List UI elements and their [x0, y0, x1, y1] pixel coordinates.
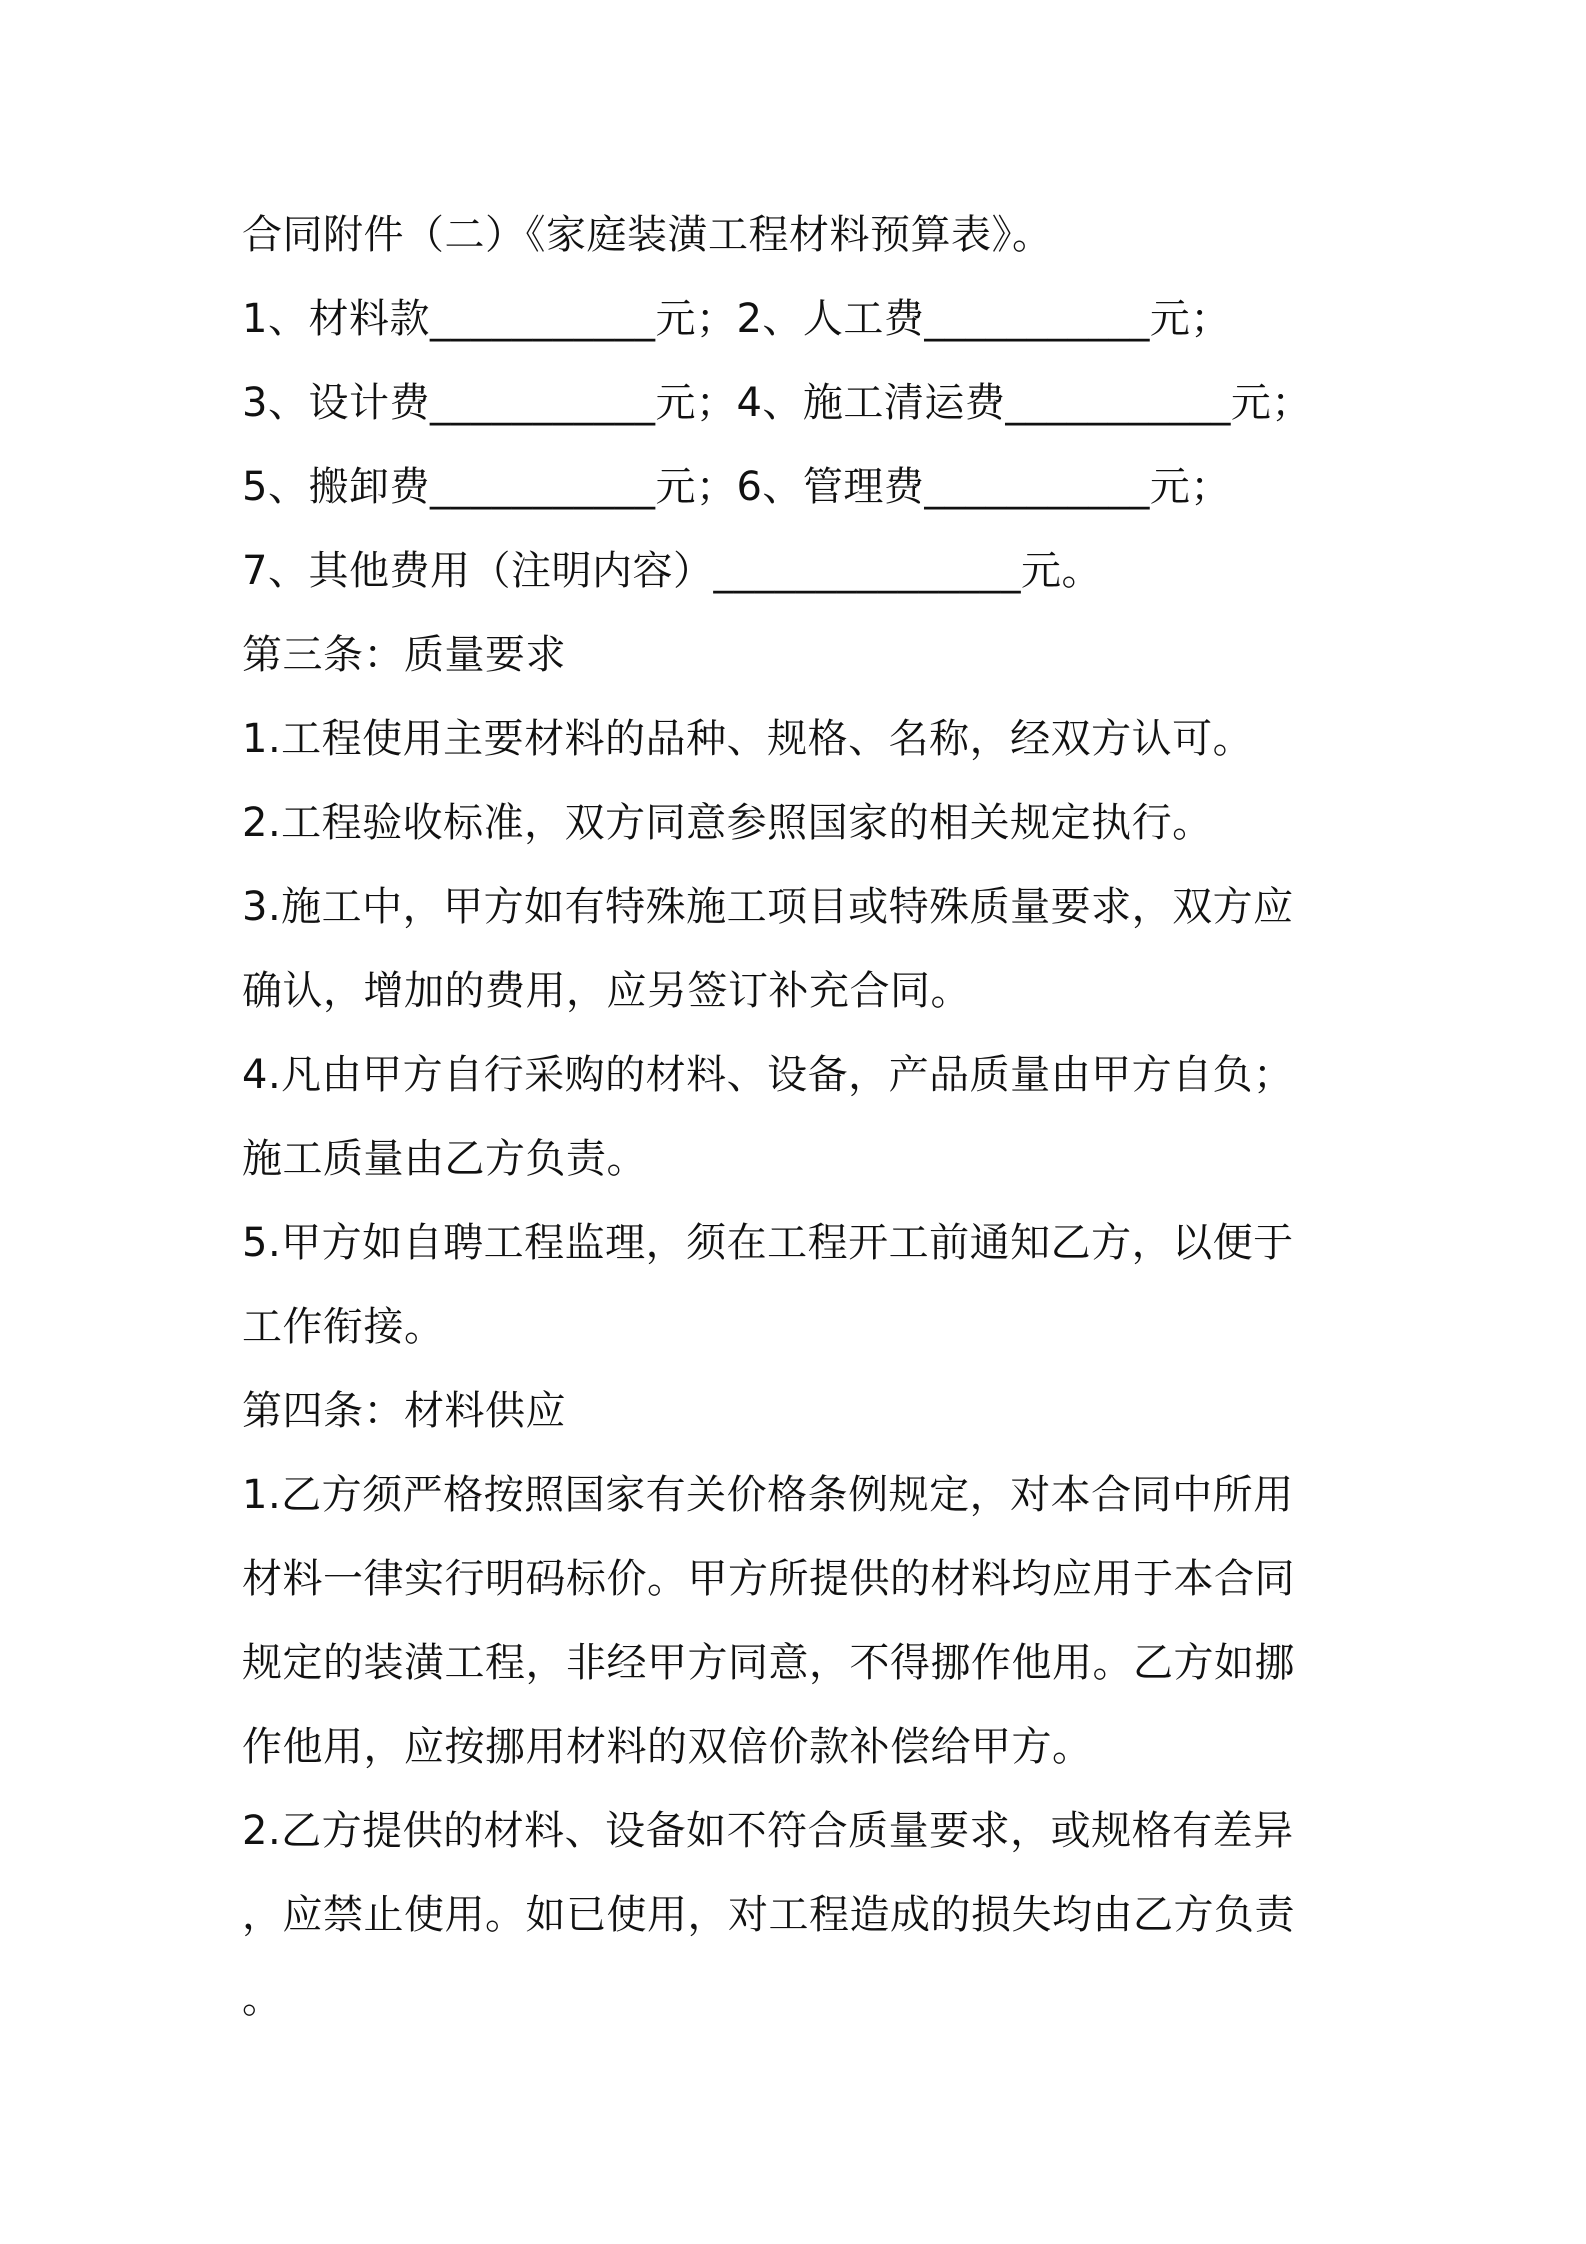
article-3-item-3-cont: 确认，增加的费用，应另签订补充合同。 [242, 968, 971, 1014]
attachment-title-line: 合同附件（二）《家庭装潢工程材料预算表》。 [242, 212, 1053, 258]
article-3-item-5: 5.甲方如自聘工程监理，须在工程开工前通知乙方，以便于 [242, 1220, 1294, 1266]
article-4-item-1-cont-3: 作他用，应按挪用材料的双倍价款补偿给甲方。 [242, 1724, 1093, 1770]
article-3-item-1: 1.工程使用主要材料的品种、规格、名称，经双方认可。 [242, 716, 1254, 762]
article-3-item-2: 2.工程验收标准，双方同意参照国家的相关规定执行。 [242, 800, 1213, 846]
article-3-item-4-cont: 施工质量由乙方负责。 [242, 1136, 647, 1182]
article-3-item-5-cont: 工作衔接。 [242, 1304, 445, 1350]
article-4-heading: 第四条：材料供应 [242, 1388, 566, 1434]
cost-line-1: 1、材料款___________元；2、人工费___________元； [242, 296, 1231, 342]
article-4-item-2-cont-2: 。 [242, 1976, 283, 2022]
article-4-item-2-cont-1: ，应禁止使用。如已使用，对工程造成的损失均由乙方负责 [242, 1892, 1295, 1938]
article-3-item-4: 4.凡由甲方自行采购的材料、设备，产品质量由甲方自负； [242, 1052, 1294, 1098]
article-3-heading: 第三条：质量要求 [242, 632, 566, 678]
article-4-item-2: 2.乙方提供的材料、设备如不符合质量要求，或规格有差异 [242, 1808, 1294, 1854]
cost-line-2: 3、设计费___________元；4、施工清运费___________元； [242, 380, 1312, 426]
cost-line-4: 7、其他费用（注明内容）_______________元。 [242, 548, 1102, 594]
document-body [242, 193, 1362, 2041]
article-4-item-1: 1.乙方须严格按照国家有关价格条例规定，对本合同中所用 [242, 1472, 1294, 1518]
article-3-item-3: 3.施工中，甲方如有特殊施工项目或特殊质量要求，双方应 [242, 884, 1294, 930]
article-4-item-1-cont-1: 材料一律实行明码标价。甲方所提供的材料均应用于本合同 [242, 1556, 1295, 1602]
cost-line-3: 5、搬卸费___________元；6、管理费___________元； [242, 464, 1231, 510]
article-4-item-1-cont-2: 规定的装潢工程，非经甲方同意，不得挪作他用。乙方如挪 [242, 1640, 1295, 1686]
